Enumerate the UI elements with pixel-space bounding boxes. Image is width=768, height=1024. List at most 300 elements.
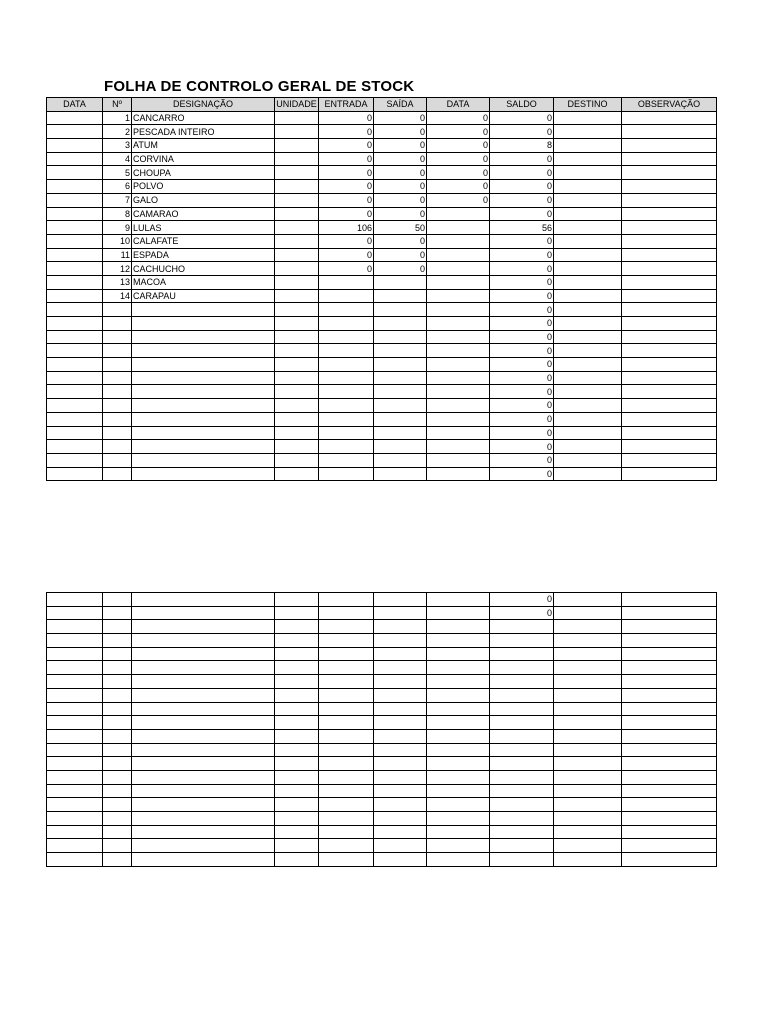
cell-observation[interactable] [622, 207, 717, 221]
cell-date-2[interactable] [427, 634, 490, 648]
cell-designation[interactable] [132, 675, 275, 689]
cell-date[interactable] [47, 234, 103, 248]
cell-entry[interactable] [319, 467, 374, 481]
cell-entry[interactable]: 0 [319, 234, 374, 248]
cell-date-2[interactable] [427, 289, 490, 303]
cell-destination[interactable] [554, 180, 622, 194]
cell-observation[interactable] [622, 193, 717, 207]
cell-exit[interactable] [374, 412, 427, 426]
cell-exit[interactable] [374, 647, 427, 661]
cell-balance[interactable]: 0 [490, 180, 554, 194]
cell-date[interactable] [47, 139, 103, 153]
cell-number[interactable] [103, 812, 132, 826]
cell-balance[interactable] [490, 757, 554, 771]
cell-designation[interactable]: CANCARRO [132, 111, 275, 125]
cell-observation[interactable] [622, 716, 717, 730]
cell-number[interactable] [103, 825, 132, 839]
cell-unit[interactable] [275, 180, 319, 194]
cell-entry[interactable]: 0 [319, 180, 374, 194]
cell-date-2[interactable]: 0 [427, 111, 490, 125]
cell-destination[interactable] [554, 166, 622, 180]
cell-number[interactable] [103, 688, 132, 702]
cell-destination[interactable] [554, 661, 622, 675]
cell-entry[interactable]: 0 [319, 248, 374, 262]
cell-exit[interactable] [374, 812, 427, 826]
cell-observation[interactable] [622, 262, 717, 276]
cell-entry[interactable] [319, 593, 374, 607]
cell-destination[interactable] [554, 825, 622, 839]
cell-entry[interactable] [319, 839, 374, 853]
cell-designation[interactable] [132, 661, 275, 675]
cell-designation[interactable]: CORVINA [132, 152, 275, 166]
cell-observation[interactable] [622, 647, 717, 661]
cell-date-2[interactable]: 0 [427, 166, 490, 180]
cell-balance[interactable]: 0 [490, 207, 554, 221]
cell-balance[interactable] [490, 729, 554, 743]
cell-exit[interactable]: 0 [374, 248, 427, 262]
cell-unit[interactable] [275, 358, 319, 372]
cell-exit[interactable] [374, 770, 427, 784]
cell-number[interactable] [103, 358, 132, 372]
cell-destination[interactable] [554, 111, 622, 125]
cell-date-2[interactable] [427, 743, 490, 757]
cell-date-2[interactable] [427, 853, 490, 867]
cell-balance[interactable]: 0 [490, 371, 554, 385]
cell-number[interactable] [103, 743, 132, 757]
cell-designation[interactable]: MACOA [132, 275, 275, 289]
cell-observation[interactable] [622, 812, 717, 826]
cell-number[interactable]: 1 [103, 111, 132, 125]
cell-unit[interactable] [275, 853, 319, 867]
cell-exit[interactable] [374, 729, 427, 743]
cell-unit[interactable] [275, 647, 319, 661]
cell-designation[interactable] [132, 770, 275, 784]
cell-date[interactable] [47, 688, 103, 702]
cell-observation[interactable] [622, 303, 717, 317]
cell-exit[interactable]: 0 [374, 207, 427, 221]
cell-exit[interactable] [374, 688, 427, 702]
cell-date[interactable] [47, 647, 103, 661]
cell-date-2[interactable] [427, 453, 490, 467]
cell-exit[interactable]: 0 [374, 166, 427, 180]
cell-date-2[interactable] [427, 467, 490, 481]
cell-destination[interactable] [554, 139, 622, 153]
cell-destination[interactable] [554, 453, 622, 467]
cell-destination[interactable] [554, 757, 622, 771]
cell-balance[interactable]: 0 [490, 317, 554, 331]
cell-number[interactable]: 5 [103, 166, 132, 180]
cell-entry[interactable]: 0 [319, 166, 374, 180]
cell-date[interactable] [47, 606, 103, 620]
cell-number[interactable] [103, 661, 132, 675]
cell-observation[interactable] [622, 248, 717, 262]
cell-destination[interactable] [554, 440, 622, 454]
cell-entry[interactable] [319, 757, 374, 771]
cell-unit[interactable] [275, 207, 319, 221]
cell-unit[interactable] [275, 467, 319, 481]
cell-designation[interactable]: CALAFATE [132, 234, 275, 248]
cell-unit[interactable] [275, 661, 319, 675]
cell-date-2[interactable] [427, 675, 490, 689]
cell-destination[interactable] [554, 716, 622, 730]
cell-designation[interactable] [132, 467, 275, 481]
cell-exit[interactable]: 50 [374, 221, 427, 235]
cell-observation[interactable] [622, 139, 717, 153]
cell-observation[interactable] [622, 467, 717, 481]
cell-balance[interactable] [490, 675, 554, 689]
cell-date-2[interactable] [427, 757, 490, 771]
cell-entry[interactable] [319, 275, 374, 289]
cell-number[interactable] [103, 399, 132, 413]
cell-destination[interactable] [554, 344, 622, 358]
cell-balance[interactable] [490, 661, 554, 675]
cell-number[interactable] [103, 344, 132, 358]
cell-unit[interactable] [275, 262, 319, 276]
cell-observation[interactable] [622, 825, 717, 839]
cell-date[interactable] [47, 330, 103, 344]
cell-unit[interactable] [275, 234, 319, 248]
cell-date[interactable] [47, 111, 103, 125]
cell-balance[interactable]: 0 [490, 262, 554, 276]
cell-observation[interactable] [622, 234, 717, 248]
cell-observation[interactable] [622, 757, 717, 771]
cell-designation[interactable] [132, 716, 275, 730]
cell-unit[interactable] [275, 344, 319, 358]
cell-unit[interactable] [275, 743, 319, 757]
cell-date[interactable] [47, 358, 103, 372]
cell-number[interactable] [103, 385, 132, 399]
cell-date[interactable] [47, 152, 103, 166]
cell-designation[interactable] [132, 317, 275, 331]
cell-designation[interactable] [132, 344, 275, 358]
cell-designation[interactable]: LULAS [132, 221, 275, 235]
cell-number[interactable]: 10 [103, 234, 132, 248]
cell-date[interactable] [47, 303, 103, 317]
cell-entry[interactable] [319, 675, 374, 689]
cell-balance[interactable] [490, 784, 554, 798]
cell-date[interactable] [47, 839, 103, 853]
cell-observation[interactable] [622, 152, 717, 166]
cell-number[interactable]: 8 [103, 207, 132, 221]
cell-entry[interactable] [319, 358, 374, 372]
cell-entry[interactable] [319, 688, 374, 702]
cell-balance[interactable]: 0 [490, 453, 554, 467]
cell-observation[interactable] [622, 661, 717, 675]
cell-balance[interactable]: 0 [490, 399, 554, 413]
cell-designation[interactable]: ATUM [132, 139, 275, 153]
cell-date-2[interactable] [427, 399, 490, 413]
cell-balance[interactable]: 0 [490, 289, 554, 303]
cell-destination[interactable] [554, 303, 622, 317]
cell-date[interactable] [47, 825, 103, 839]
cell-exit[interactable] [374, 303, 427, 317]
cell-balance[interactable] [490, 853, 554, 867]
cell-entry[interactable] [319, 399, 374, 413]
cell-destination[interactable] [554, 675, 622, 689]
cell-designation[interactable] [132, 620, 275, 634]
cell-balance[interactable]: 56 [490, 221, 554, 235]
cell-unit[interactable] [275, 716, 319, 730]
cell-entry[interactable] [319, 330, 374, 344]
cell-unit[interactable] [275, 303, 319, 317]
cell-entry[interactable] [319, 702, 374, 716]
cell-number[interactable]: 4 [103, 152, 132, 166]
cell-balance[interactable]: 8 [490, 139, 554, 153]
cell-number[interactable] [103, 647, 132, 661]
cell-date-2[interactable]: 0 [427, 180, 490, 194]
cell-date[interactable] [47, 221, 103, 235]
cell-balance[interactable]: 0 [490, 234, 554, 248]
cell-number[interactable] [103, 317, 132, 331]
cell-observation[interactable] [622, 275, 717, 289]
cell-unit[interactable] [275, 371, 319, 385]
cell-entry[interactable] [319, 647, 374, 661]
cell-balance[interactable]: 0 [490, 125, 554, 139]
cell-date-2[interactable] [427, 426, 490, 440]
cell-date[interactable] [47, 399, 103, 413]
cell-number[interactable] [103, 330, 132, 344]
cell-balance[interactable]: 0 [490, 193, 554, 207]
cell-entry[interactable] [319, 661, 374, 675]
cell-observation[interactable] [622, 743, 717, 757]
cell-balance[interactable]: 0 [490, 385, 554, 399]
cell-observation[interactable] [622, 606, 717, 620]
cell-number[interactable]: 9 [103, 221, 132, 235]
cell-observation[interactable] [622, 593, 717, 607]
cell-exit[interactable] [374, 620, 427, 634]
cell-destination[interactable] [554, 207, 622, 221]
cell-destination[interactable] [554, 702, 622, 716]
cell-date[interactable] [47, 634, 103, 648]
cell-balance[interactable]: 0 [490, 152, 554, 166]
cell-unit[interactable] [275, 166, 319, 180]
cell-destination[interactable] [554, 330, 622, 344]
cell-unit[interactable] [275, 385, 319, 399]
cell-exit[interactable] [374, 825, 427, 839]
cell-designation[interactable] [132, 399, 275, 413]
cell-number[interactable]: 2 [103, 125, 132, 139]
cell-date-2[interactable] [427, 770, 490, 784]
cell-designation[interactable]: CAMARAO [132, 207, 275, 221]
cell-destination[interactable] [554, 784, 622, 798]
cell-number[interactable] [103, 798, 132, 812]
cell-unit[interactable] [275, 426, 319, 440]
cell-designation[interactable] [132, 853, 275, 867]
cell-exit[interactable] [374, 853, 427, 867]
cell-date-2[interactable]: 0 [427, 125, 490, 139]
cell-entry[interactable] [319, 770, 374, 784]
cell-balance[interactable] [490, 812, 554, 826]
cell-exit[interactable] [374, 606, 427, 620]
cell-number[interactable] [103, 593, 132, 607]
cell-designation[interactable] [132, 371, 275, 385]
cell-entry[interactable] [319, 440, 374, 454]
cell-unit[interactable] [275, 152, 319, 166]
cell-exit[interactable] [374, 839, 427, 853]
cell-exit[interactable] [374, 426, 427, 440]
cell-date-2[interactable] [427, 825, 490, 839]
cell-date[interactable] [47, 344, 103, 358]
cell-destination[interactable] [554, 234, 622, 248]
cell-observation[interactable] [622, 344, 717, 358]
cell-observation[interactable] [622, 317, 717, 331]
cell-date-2[interactable] [427, 371, 490, 385]
cell-destination[interactable] [554, 275, 622, 289]
cell-observation[interactable] [622, 770, 717, 784]
cell-unit[interactable] [275, 139, 319, 153]
cell-designation[interactable]: CARAPAU [132, 289, 275, 303]
cell-entry[interactable]: 0 [319, 111, 374, 125]
cell-designation[interactable] [132, 606, 275, 620]
cell-exit[interactable] [374, 757, 427, 771]
cell-date[interactable] [47, 661, 103, 675]
cell-date[interactable] [47, 784, 103, 798]
cell-date-2[interactable] [427, 702, 490, 716]
cell-exit[interactable]: 0 [374, 111, 427, 125]
cell-exit[interactable] [374, 661, 427, 675]
cell-unit[interactable] [275, 111, 319, 125]
cell-destination[interactable] [554, 812, 622, 826]
cell-balance[interactable] [490, 620, 554, 634]
cell-number[interactable] [103, 757, 132, 771]
cell-destination[interactable] [554, 248, 622, 262]
cell-designation[interactable] [132, 812, 275, 826]
cell-date-2[interactable] [427, 248, 490, 262]
cell-date-2[interactable] [427, 647, 490, 661]
cell-date-2[interactable]: 0 [427, 152, 490, 166]
cell-exit[interactable] [374, 330, 427, 344]
cell-unit[interactable] [275, 770, 319, 784]
cell-balance[interactable] [490, 743, 554, 757]
cell-date-2[interactable] [427, 303, 490, 317]
cell-date-2[interactable] [427, 784, 490, 798]
cell-observation[interactable] [622, 221, 717, 235]
cell-date-2[interactable] [427, 440, 490, 454]
cell-destination[interactable] [554, 221, 622, 235]
cell-balance[interactable] [490, 688, 554, 702]
cell-number[interactable] [103, 770, 132, 784]
cell-date-2[interactable] [427, 661, 490, 675]
cell-number[interactable]: 12 [103, 262, 132, 276]
cell-observation[interactable] [622, 784, 717, 798]
cell-balance[interactable] [490, 798, 554, 812]
cell-balance[interactable]: 0 [490, 248, 554, 262]
cell-exit[interactable]: 0 [374, 125, 427, 139]
cell-unit[interactable] [275, 399, 319, 413]
cell-date[interactable] [47, 125, 103, 139]
cell-entry[interactable] [319, 289, 374, 303]
cell-date[interactable] [47, 317, 103, 331]
cell-designation[interactable] [132, 647, 275, 661]
cell-observation[interactable] [622, 839, 717, 853]
cell-unit[interactable] [275, 839, 319, 853]
cell-unit[interactable] [275, 317, 319, 331]
cell-date[interactable] [47, 620, 103, 634]
cell-destination[interactable] [554, 412, 622, 426]
cell-unit[interactable] [275, 634, 319, 648]
cell-number[interactable]: 3 [103, 139, 132, 153]
cell-date-2[interactable] [427, 358, 490, 372]
cell-balance[interactable]: 0 [490, 166, 554, 180]
cell-entry[interactable]: 0 [319, 139, 374, 153]
cell-designation[interactable] [132, 743, 275, 757]
cell-date-2[interactable] [427, 207, 490, 221]
cell-date[interactable] [47, 675, 103, 689]
cell-number[interactable]: 7 [103, 193, 132, 207]
cell-date[interactable] [47, 289, 103, 303]
cell-designation[interactable]: POLVO [132, 180, 275, 194]
cell-date[interactable] [47, 207, 103, 221]
cell-designation[interactable]: CACHUCHO [132, 262, 275, 276]
cell-balance[interactable]: 0 [490, 275, 554, 289]
cell-date-2[interactable] [427, 839, 490, 853]
cell-exit[interactable] [374, 798, 427, 812]
cell-number[interactable] [103, 606, 132, 620]
cell-destination[interactable] [554, 688, 622, 702]
cell-observation[interactable] [622, 620, 717, 634]
cell-number[interactable] [103, 675, 132, 689]
cell-date-2[interactable] [427, 275, 490, 289]
cell-exit[interactable]: 0 [374, 262, 427, 276]
cell-unit[interactable] [275, 125, 319, 139]
cell-date-2[interactable] [427, 593, 490, 607]
cell-date-2[interactable] [427, 798, 490, 812]
cell-designation[interactable] [132, 798, 275, 812]
cell-destination[interactable] [554, 371, 622, 385]
cell-designation[interactable] [132, 385, 275, 399]
cell-date-2[interactable] [427, 234, 490, 248]
cell-exit[interactable] [374, 440, 427, 454]
cell-unit[interactable] [275, 825, 319, 839]
cell-date-2[interactable] [427, 317, 490, 331]
cell-unit[interactable] [275, 221, 319, 235]
cell-number[interactable] [103, 839, 132, 853]
cell-unit[interactable] [275, 289, 319, 303]
cell-observation[interactable] [622, 371, 717, 385]
cell-exit[interactable] [374, 784, 427, 798]
cell-entry[interactable] [319, 385, 374, 399]
cell-date-2[interactable] [427, 385, 490, 399]
cell-entry[interactable] [319, 798, 374, 812]
cell-destination[interactable] [554, 620, 622, 634]
cell-destination[interactable] [554, 289, 622, 303]
cell-exit[interactable] [374, 634, 427, 648]
cell-balance[interactable] [490, 702, 554, 716]
cell-balance[interactable]: 0 [490, 440, 554, 454]
cell-exit[interactable] [374, 317, 427, 331]
cell-date[interactable] [47, 166, 103, 180]
cell-balance[interactable] [490, 770, 554, 784]
cell-balance[interactable]: 0 [490, 412, 554, 426]
cell-observation[interactable] [622, 358, 717, 372]
cell-designation[interactable] [132, 729, 275, 743]
cell-entry[interactable] [319, 729, 374, 743]
cell-exit[interactable] [374, 467, 427, 481]
cell-exit[interactable] [374, 675, 427, 689]
cell-date-2[interactable]: 0 [427, 139, 490, 153]
cell-exit[interactable]: 0 [374, 152, 427, 166]
cell-unit[interactable] [275, 593, 319, 607]
cell-designation[interactable] [132, 453, 275, 467]
cell-destination[interactable] [554, 798, 622, 812]
cell-observation[interactable] [622, 399, 717, 413]
cell-entry[interactable] [319, 371, 374, 385]
cell-designation[interactable] [132, 702, 275, 716]
cell-date[interactable] [47, 426, 103, 440]
cell-date-2[interactable] [427, 262, 490, 276]
cell-date[interactable] [47, 193, 103, 207]
cell-exit[interactable] [374, 385, 427, 399]
